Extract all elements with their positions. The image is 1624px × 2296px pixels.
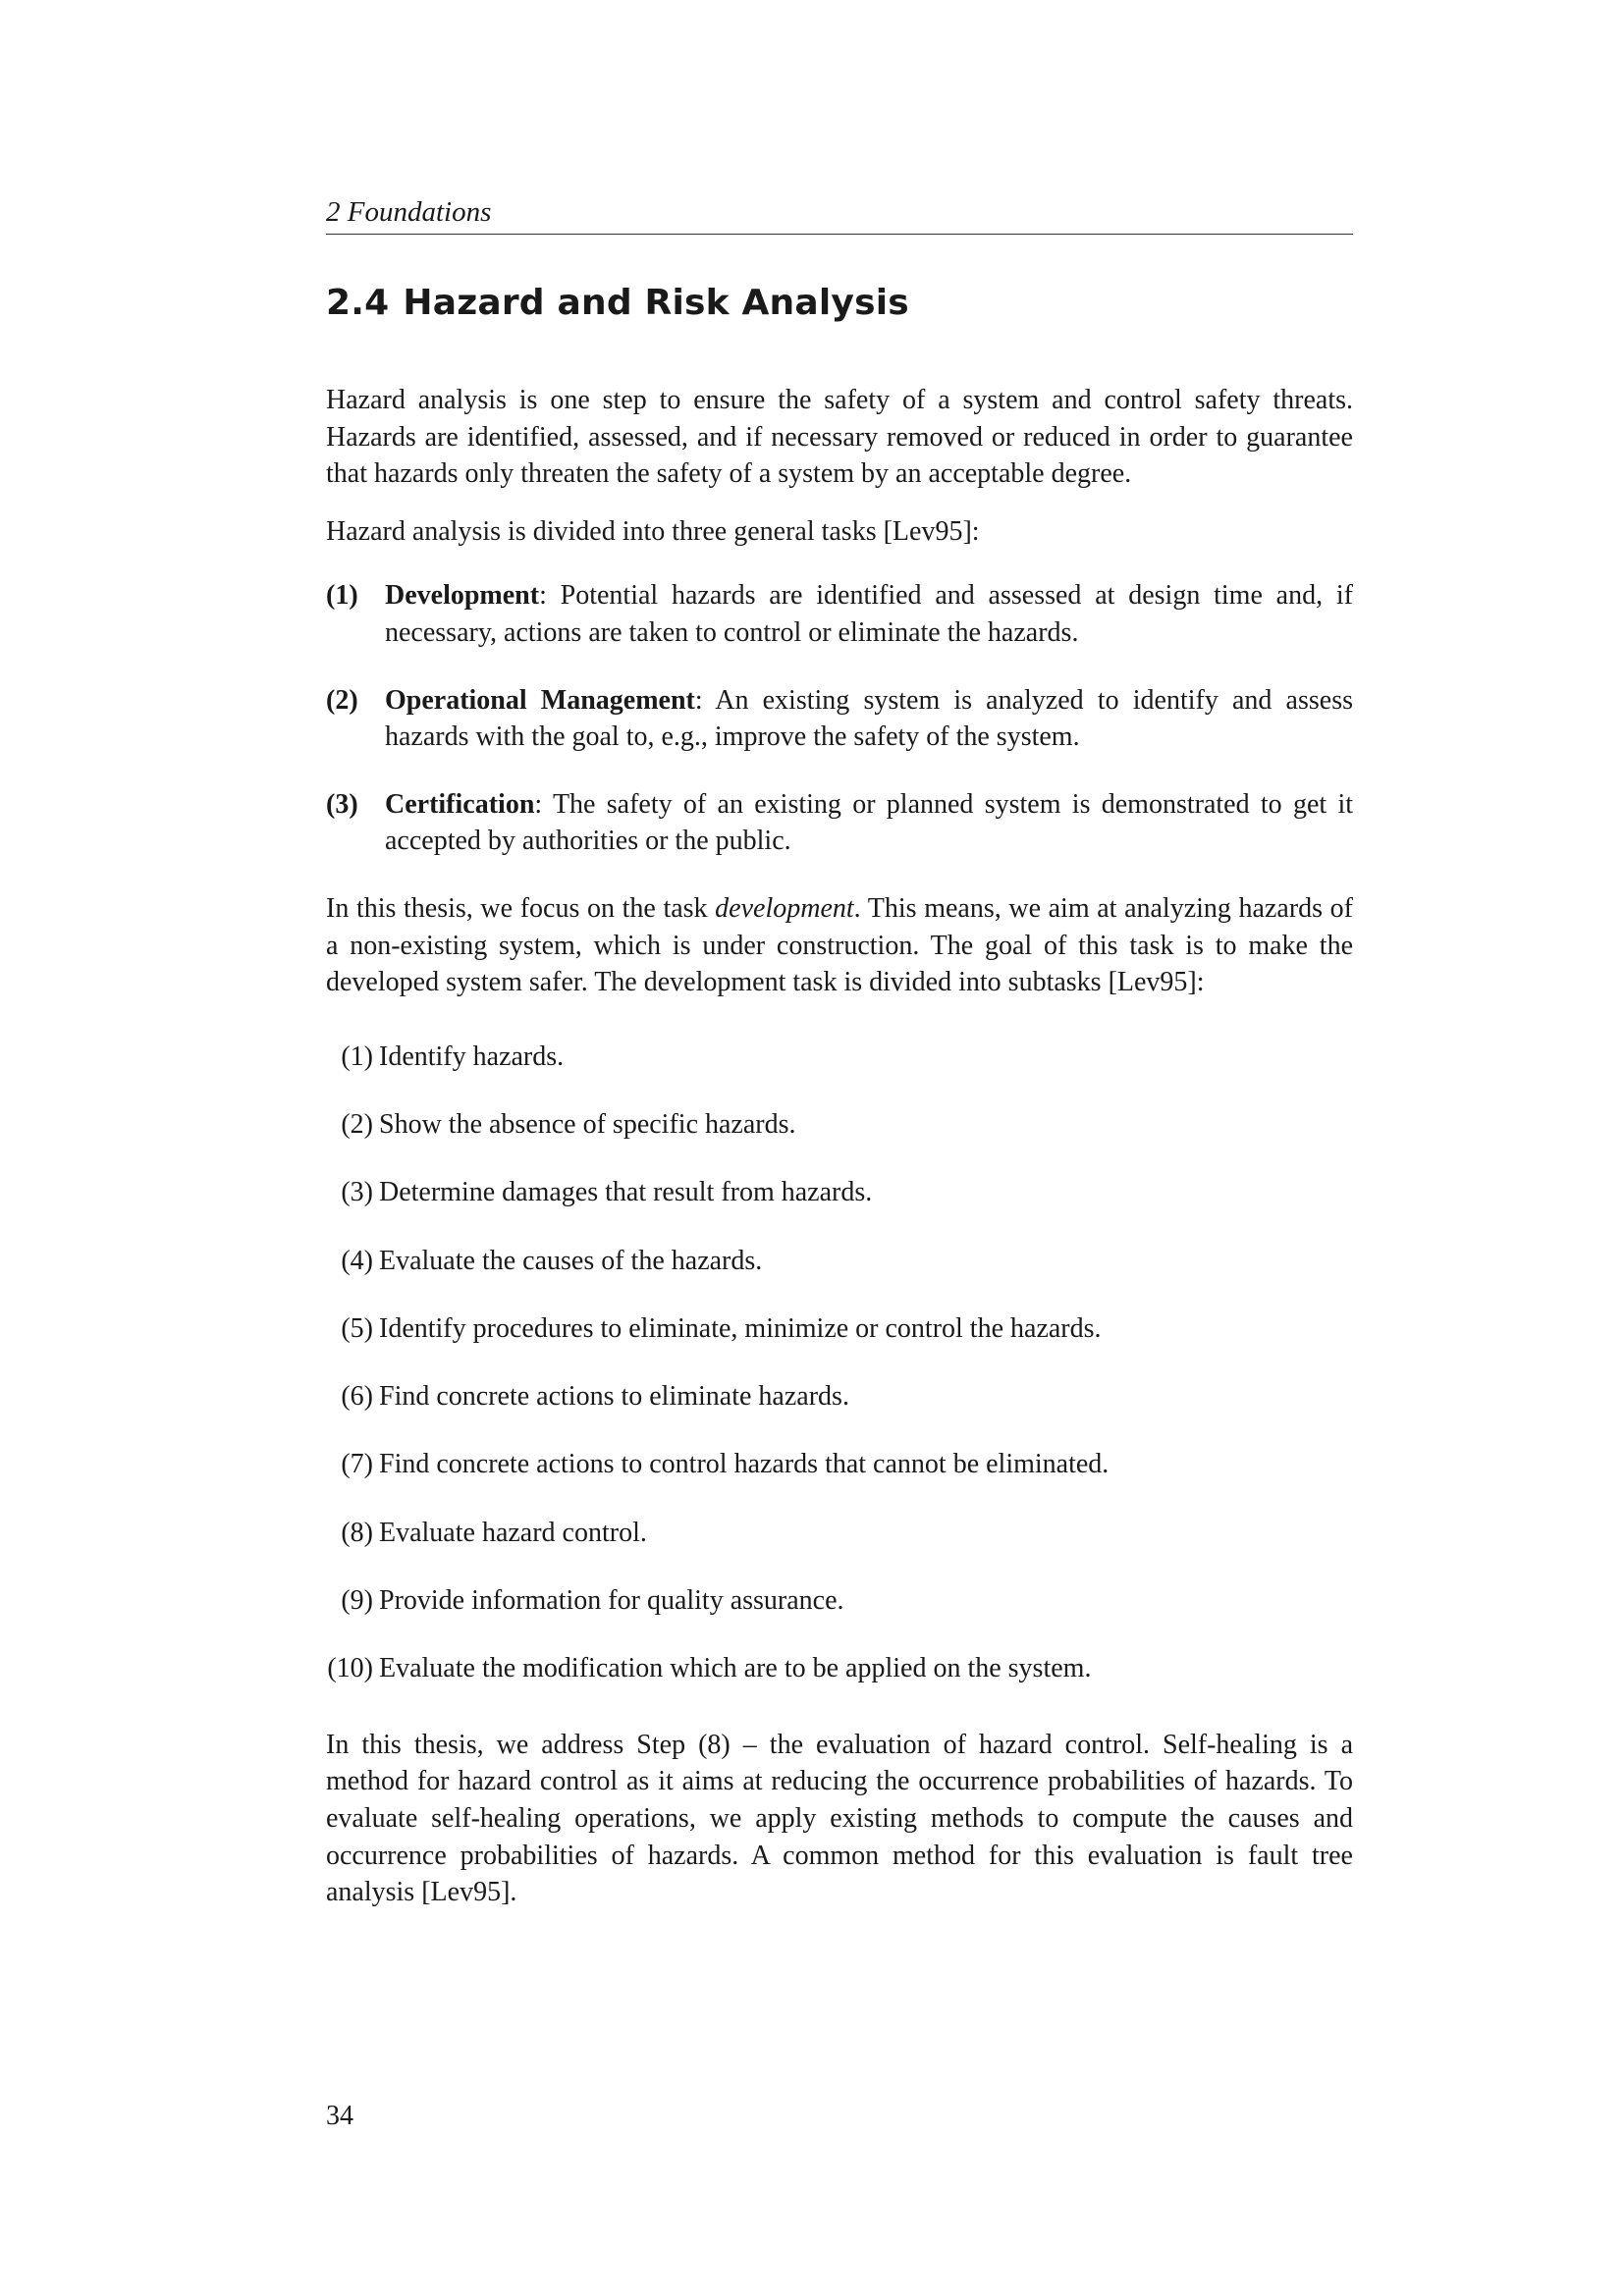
page-number: 34 <box>326 2101 353 2131</box>
subtask-text: Show the absence of specific hazards. <box>379 1109 796 1140</box>
task-term: Operational Management <box>385 684 695 716</box>
subtask-text: Determine damages that result from hazards. <box>379 1177 873 1208</box>
list-item <box>326 786 1353 860</box>
paragraph-text: . This means, we aim at analyzing hazards of a non-existing system, which is under construction. The goal of this task is to make the developed system safer. The development task is divided into subtasks [Lev95]: <box>326 892 1353 998</box>
task-description: : The safety of an existing or planned system is demonstrated to get it accepted by authorities or the public. <box>385 788 1353 857</box>
list-marker: (5) <box>341 1312 373 1344</box>
list-marker: (3) <box>326 788 358 820</box>
paragraph-self-healing: In this thesis, we address Step (8) – the evaluation of hazard control. Self-healing is a method for hazard control as it aims at reducing the occurrence probabilities of hazards. To evaluate self-healing operations, we apply existing methods to compute the causes and occurrence probabilities of hazards. A common method for this evaluation is fault tree analysis [Lev95]. <box>326 1729 1353 1908</box>
section-title <box>326 282 1353 325</box>
running-header: 2 Foundations <box>326 194 1353 235</box>
paragraph-intro: Hazard analysis is one step to ensure the safety of a system and control safety threats. Hazards are identified, assessed, and if necessary removed or reduced in order to guarantee that hazards only threaten the safety of a system by an acceptable degree. <box>326 385 1353 490</box>
list-item <box>326 1106 1353 1144</box>
list-marker: (7) <box>341 1449 373 1480</box>
emphasized-term: development <box>715 892 854 924</box>
list-marker: (9) <box>341 1584 373 1616</box>
general-tasks-list <box>326 577 1353 860</box>
subtask-text: Evaluate hazard control. <box>379 1517 647 1548</box>
paragraph-tasks-intro: Hazard analysis is divided into three general tasks [Lev95]: <box>326 515 980 547</box>
list-item <box>326 1039 1353 1076</box>
subtask-text: Evaluate the modification which are to be applied on the system. <box>379 1653 1092 1684</box>
list-item <box>326 1446 1353 1483</box>
task-term: Development <box>385 580 540 612</box>
list-marker: (2) <box>341 1109 373 1140</box>
list-marker: (10) <box>327 1653 373 1684</box>
list-item <box>326 1515 1353 1552</box>
list-marker: (2) <box>326 684 358 716</box>
subtask-text: Provide information for quality assurance. <box>379 1584 844 1616</box>
task-term: Certification <box>385 788 535 820</box>
subtasks-list <box>326 1039 1353 1687</box>
list-item <box>326 1310 1353 1348</box>
subtask-text: Find concrete actions to control hazards that cannot be eliminated. <box>379 1449 1110 1480</box>
paragraph-text: In this thesis, we focus on the task <box>326 892 716 924</box>
list-marker: (4) <box>341 1245 373 1276</box>
task-description: : An existing system is analyzed to identify and assess hazards with the goal to, e.g., improve the safety of the system. <box>385 684 1353 753</box>
subtask-text: Find concrete actions to eliminate hazards. <box>379 1381 849 1413</box>
list-item <box>326 682 1353 756</box>
list-item <box>326 1174 1353 1211</box>
list-item <box>326 1243 1353 1280</box>
task-description: : Potential hazards are identified and assessed at design time and, if necessary, actions are taken to control or eliminate the hazards. <box>385 580 1353 648</box>
subtask-text: Identify hazards. <box>379 1041 565 1072</box>
list-marker: (8) <box>341 1517 373 1548</box>
list-marker: (1) <box>341 1041 373 1072</box>
list-marker: (1) <box>326 580 358 612</box>
list-marker: (3) <box>341 1177 373 1208</box>
list-item <box>326 1650 1353 1687</box>
section-number: 2.4 <box>326 283 390 323</box>
subtask-text: Evaluate the causes of the hazards. <box>379 1245 763 1276</box>
section-title-text: Hazard and Risk Analysis <box>403 283 909 323</box>
subtask-text: Identify procedures to eliminate, minimize or control the hazards. <box>379 1312 1102 1344</box>
page-body <box>326 194 1353 1911</box>
list-marker: (6) <box>341 1381 373 1413</box>
paragraph-development-focus <box>326 890 1353 1001</box>
list-item <box>326 577 1353 651</box>
list-item <box>326 1582 1353 1620</box>
list-item <box>326 1378 1353 1415</box>
